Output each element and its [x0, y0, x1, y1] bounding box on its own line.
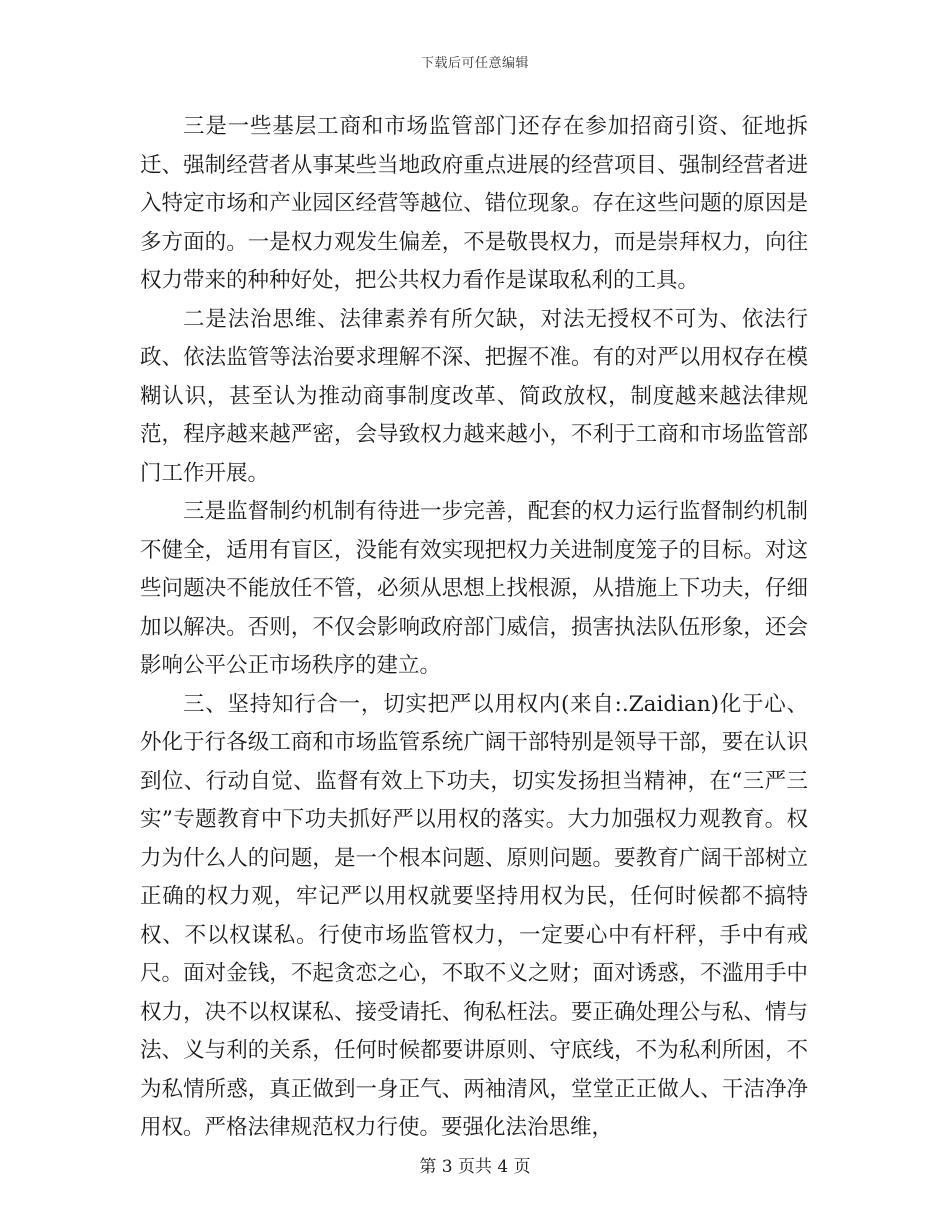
document-body — [140, 108, 808, 1148]
paragraph: 三是一些基层工商和市场监管部门还存在参加招商引资、征地拆迁、强制经营者从事某些当地政府重点进展的经营项目、强制经营者进入特定市场和产业园区经营等越位、错位现象。存在这些问题的原因是多方面的。一是权力观发生偏差，不是敬畏权力，而是崇拜权力，向往权力带来的种种好处，把公共权力看作是谋取私利的工具。 — [140, 114, 808, 293]
paragraph: 二是法治思维、法律素养有所欠缺，对法无授权不可为、依法行政、依法监管等法治要求理解不深、把握不准。有的对严以用权存在模糊认识，甚至认为推动商事制度改革、简政放权，制度越来越法律规范，程序越来越严密，会导致权力越来越小，不利于工商和市场监管部门工作开展。 — [140, 306, 808, 486]
page-header: 下载后可任意编辑 — [420, 56, 529, 71]
page-number-footer: 第 3 页共 4 页 — [419, 1157, 531, 1177]
paragraph: 三、坚持知行合一，切实把严以用权内(来自:.Zaidian)化于心、外化于行各级工商和市场监管系统广阔干部特别是领导干部，要在认识到位、行动自觉、监督有效上下功夫，切实发扬担当精神，在“三严三实”专题教育中下功夫抓好严以用权的落实。大力加强权力观教育。权力为什么人的问题，是一个根本问题、原则问题。要教育广阔干部树立正确的权力观，牢记严以用权就要坚持用权为民，任何时候都不搞特权、不以权谋私。行使市场监管权力，一定要心中有杆秤，手中有戒尺。面对金钱，不起贪恋之心，不取不义之财；面对诱惑，不滥用手中权力，决不以权谋私、接受请托、徇私枉法。要正确处理公与私、情与法、义与利的关系，任何时候都要讲原则、守底线，不为私利所困，不为私情所惑，真正做到一身正气、两袖清风，堂堂正正做人、干洁净净用权。严格法律规范权力行使。要强化法治思维， — [140, 691, 808, 1140]
paragraph: 三是监督制约机制有待进一步完善，配套的权力运行监督制约机制不健全，适用有盲区，没能有效实现把权力关进制度笼子的目标。对这些问题决不能放任不管，必须从思想上找根源，从措施上下功夫，仔细加以解决。否则，不仅会影响政府部门威信，损害执法队伍形象，还会影响公平公正市场秩序的建立。 — [140, 499, 808, 678]
